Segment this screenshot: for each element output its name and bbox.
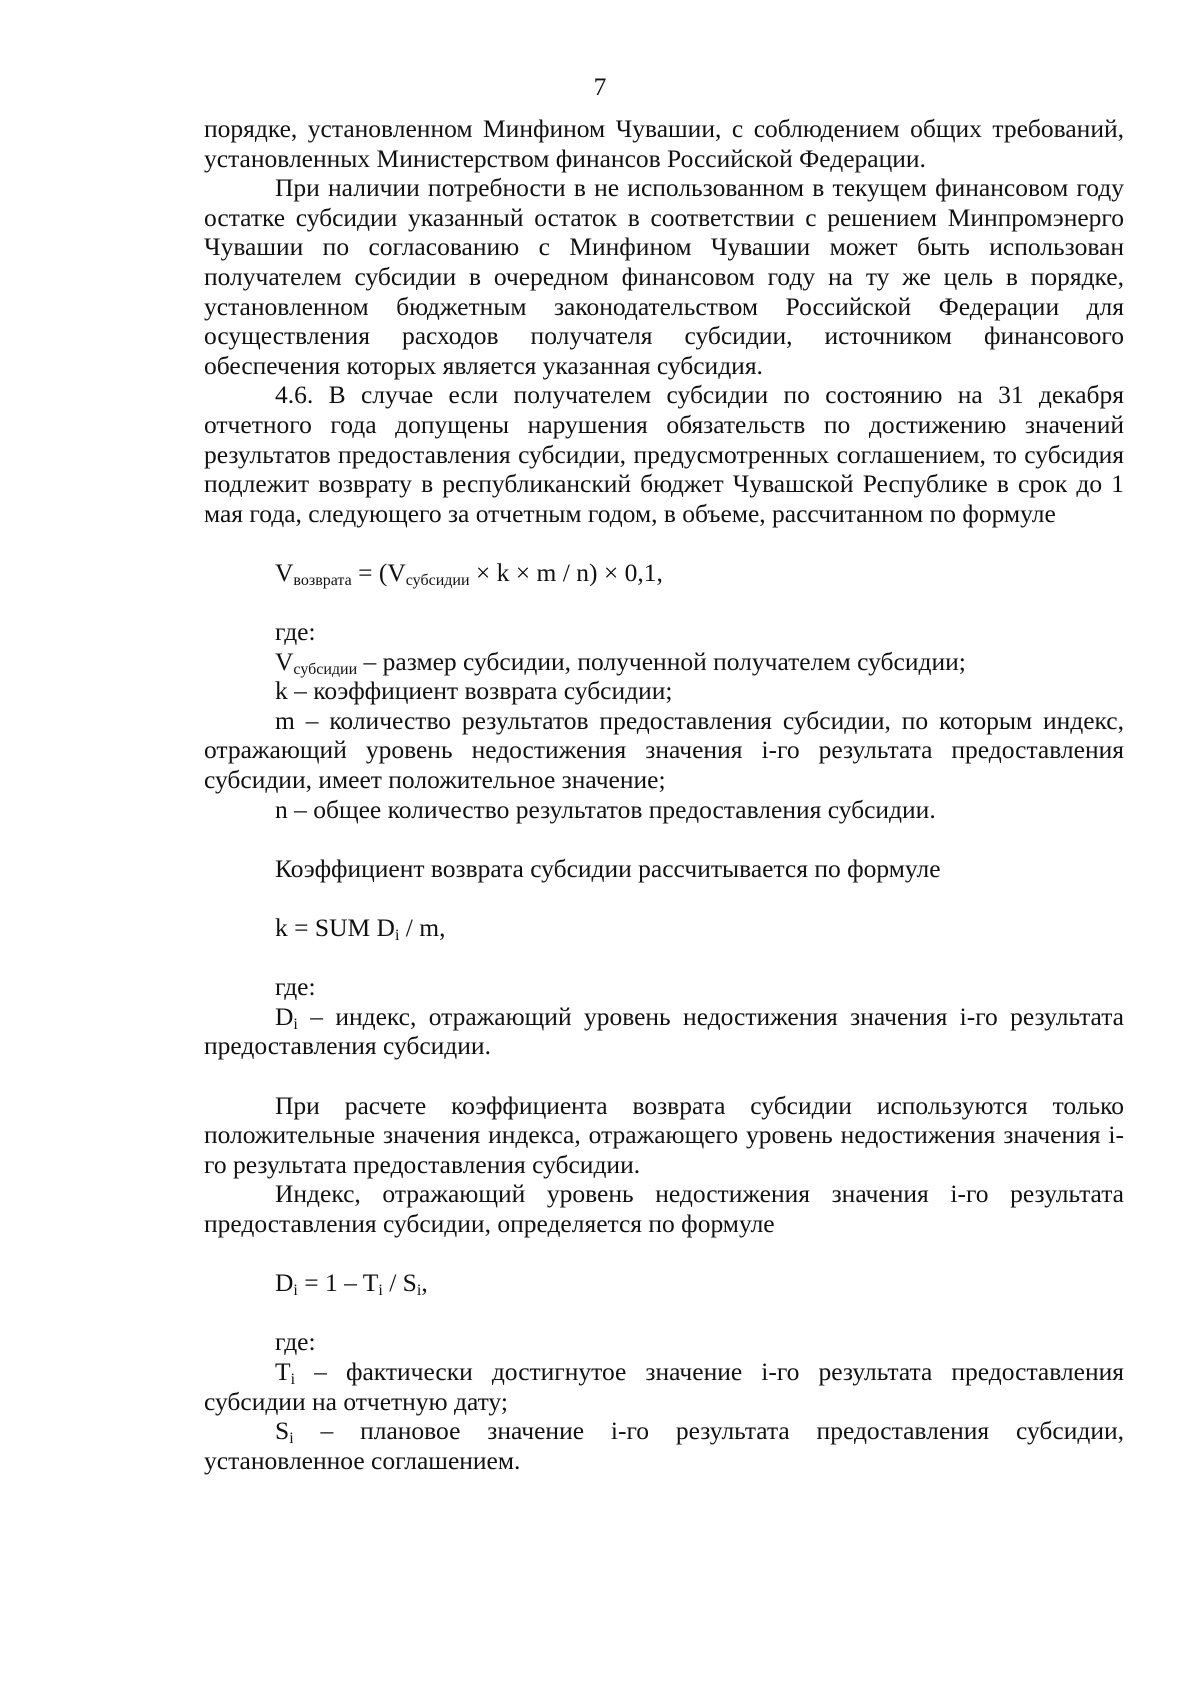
where-label-3: где: xyxy=(275,1327,316,1357)
definition-d: $D_i$ – индекс, отражающий уровень недостижения значения i-го результата предоставления субсидии. xyxy=(204,1001,1124,1061)
formula-v-return: $V_{возврата} = (V_{субсидии} \times k \times m / n) \times 0,1$, xyxy=(275,557,663,589)
paragraph-continuation: порядке, установленном Минфином Чувашии, с соблюдением общих требований, установленных Министерством финансов Российской Федерации. xyxy=(204,114,1124,173)
page-number: 7 xyxy=(593,72,607,101)
paragraph-clause-4-6: 4.6. В случае если получателем субсидии по состоянию на 31 декабря отчетного года допущены нарушения обязательств по достижению значений результатов предоставления субсидии, предусмотренных соглашением, то субсидия подлежит возврату в республиканский бюджет Чувашской Республике в срок до 1 мая года, следующего за отчетным годом, в объеме, рассчитанном по формуле xyxy=(204,380,1124,528)
definition-s: $S_i$ – плановое значение i-го результата предоставления субсидии, установленное соглашением. xyxy=(204,1416,1124,1475)
document-body xyxy=(204,114,1124,1475)
definition-t: $T_i$ – фактически достигнутое значение i-го результата предоставления субсидии на отчетную дату; xyxy=(204,1356,1124,1416)
formula-k: k = SUM $D_i$ / m, xyxy=(275,913,446,945)
paragraph-remaining-subsidy: При наличии потребности в не использованном в текущем финансовом году остатке субсидии указанный остаток в соответствии с решением Минпромэнерго Чувашии по согласованию с Минфином Чувашии может быть использован получателем субсидии в очередном финансовом году на ту же цель в порядке, установленном бюджетным законодательством Российской Федерации для осуществления расходов получателя субсидии, источником финансового обеспечения которых является указанная субсидия. xyxy=(204,173,1124,380)
definition-k: k – коэффициент возврата субсидии; xyxy=(275,676,673,706)
paragraph-index-intro: Индекс, отражающий уровень недостижения значения i-го результата предоставления субсидии, определяется по формуле xyxy=(204,1179,1124,1238)
coefficient-intro: Коэффициент возврата субсидии рассчитывается по формуле xyxy=(275,853,941,883)
where-label-2: где: xyxy=(275,972,316,1002)
definition-n: n – общее количество результатов предоставления субсидии. xyxy=(275,794,936,824)
formula-d: $D_i = 1 - T_i / S_i$, xyxy=(275,1268,428,1300)
definition-m: m – количество результатов предоставления субсидии, по которым индекс, отражающий уровень недостижения значения i-го результата предоставления субсидии, имеет положительное значение; xyxy=(204,705,1124,795)
paragraph-positive-values: При расчете коэффициента возврата субсидии используются только положительные значения индекса, отражающего уровень недостижения значения i-го результата предоставления субсидии. xyxy=(204,1090,1124,1179)
where-label-1: где: xyxy=(275,617,316,647)
definition-v-subsidy: $V_{субсидии}$ – размер субсидии, полученной получателем субсидии; xyxy=(275,646,966,678)
